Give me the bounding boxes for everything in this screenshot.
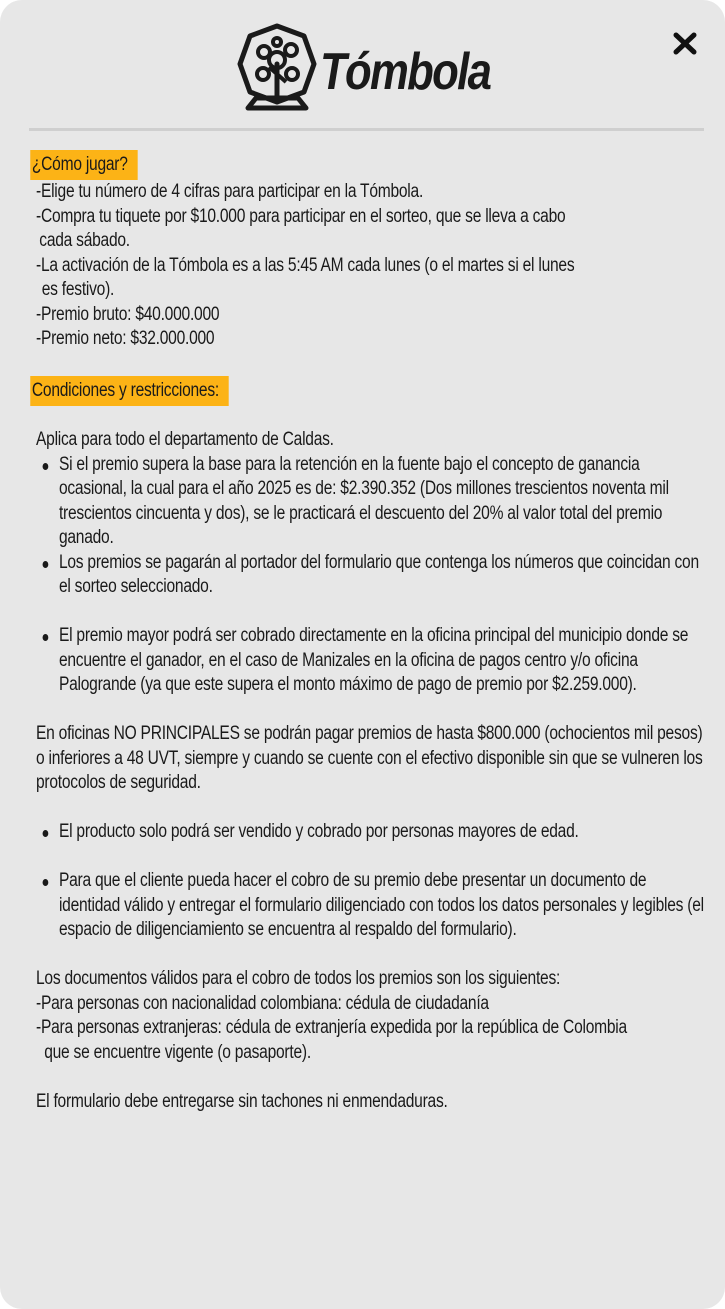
documents-intro: Los documentos válidos para el cobro de todos los premios son los siguientes:	[36, 968, 561, 989]
modal-content	[31, 150, 706, 1114]
close-icon[interactable]	[670, 28, 700, 58]
document-line: -Para personas con nacionalidad colombiana: cédula de ciudadanía	[36, 992, 489, 1014]
rule-line: -Elige tu número de 4 cifras para participar en la Tómbola.	[36, 181, 424, 202]
modal-header	[0, 0, 725, 120]
rule-line: -La activación de la Tómbola es a las 5:45 AM cada lunes (o el martes si el lunes	[36, 254, 575, 276]
rule-line: cada sábado.	[39, 230, 130, 251]
lottery-drum-icon	[236, 22, 318, 114]
net-prize: -Premio neto: $32.000.000	[36, 328, 215, 349]
document-line: que se encuentre vigente (o pasaporte).	[44, 1041, 311, 1063]
list-item: Si el premio supera la base para la retención en la fuente bajo el concepto de ganancia ocasional, la cual para el año 2025 es de: $2.390.352 (Dos millones trescientos noventa mil trescientos cincuenta y dos), se le practicará el descuento del 20% al valor total del premio ganado.	[36, 453, 706, 551]
modal-title: Tómbola	[320, 43, 491, 101]
rule-line: es festivo).	[41, 279, 115, 300]
how-to-play-heading: ¿Cómo jugar?	[30, 150, 137, 180]
document-line: -Para personas extranjeras: cédula de extranjería expedida por la república de Colombia	[36, 1017, 627, 1038]
conditions-heading: Condiciones y restricciones:	[30, 376, 229, 406]
list-item: El premio mayor podrá ser cobrado directamente en la oficina principal del municipio donde se encuentre el ganador, en el caso de Manizales en la oficina de pagos centro y/o oficina Palogrande (ya que este supera el monto máximo de pago de premio por $2.259.000).	[36, 624, 706, 698]
header-divider	[29, 128, 704, 131]
list-item: Los premios se pagarán al portador del formulario que contenga los números que coincidan con el sorteo seleccionado.	[36, 551, 706, 600]
conditions-list-d	[36, 869, 706, 943]
conditions-list-c	[36, 820, 706, 845]
coverage-text: Aplica para todo el departamento de Caldas.	[36, 429, 334, 450]
offices-text: En oficinas NO PRINCIPALES se podrán pagar premios de hasta $800.000 (ochocientos mil pesos) o inferiores a 48 UVT, siempre y cuando se cuente con el efectivo disponible sin que se vulneren los protocolos de seguridad.	[36, 723, 703, 793]
closing-text: El formulario debe entregarse sin tachones ni enmendaduras.	[36, 1090, 448, 1112]
gross-prize: -Premio bruto: $40.000.000	[36, 303, 220, 325]
list-item: Para que el cliente pueda hacer el cobro de su premio debe presentar un documento de identidad válido y entregar el formulario diligenciado con todos los datos personales y legibles (el espacio de diligenciamiento se encuentra al respaldo del formulario).	[36, 869, 706, 943]
list-item: El producto solo podrá ser vendido y cobrado por personas mayores de edad.	[36, 820, 706, 845]
rule-line: -Compra tu tiquete por $10.000 para participar en el sorteo, que se lleva a cabo	[36, 205, 566, 227]
conditions-list-a	[36, 453, 706, 600]
conditions-list-b	[36, 624, 706, 698]
